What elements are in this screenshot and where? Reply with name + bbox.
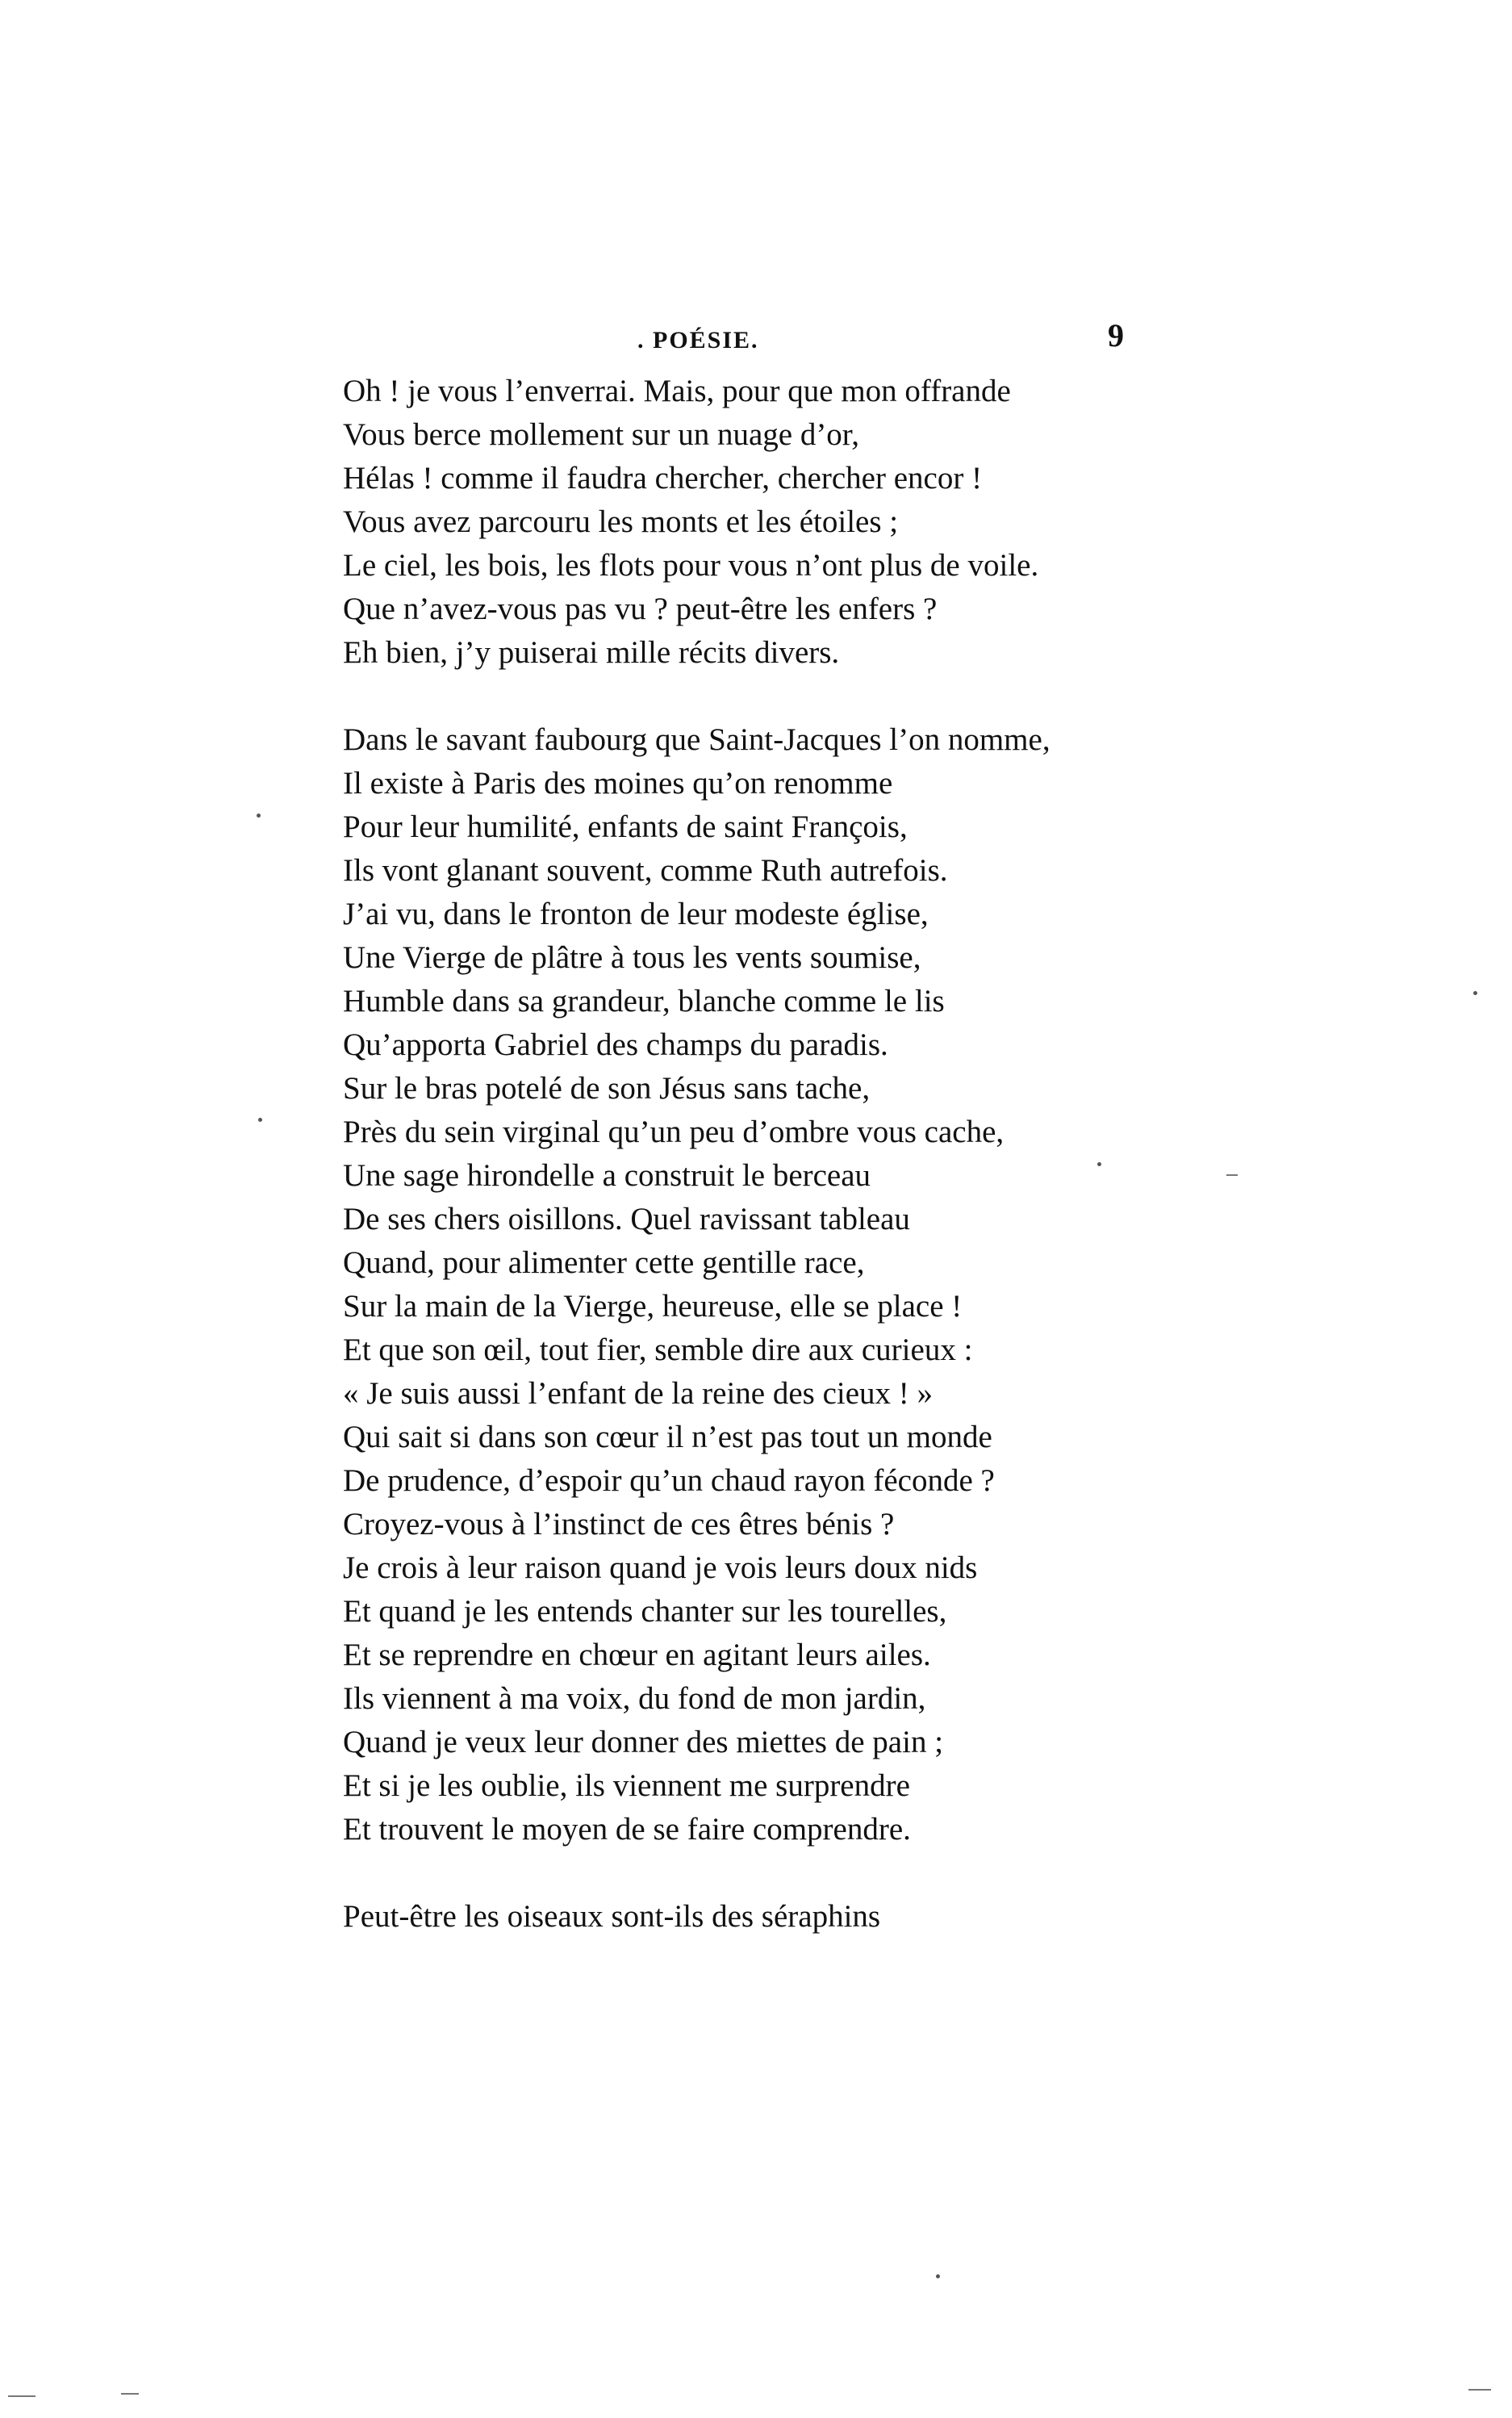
verse-line: Sur la main de la Vierge, heureuse, elle se place !: [343, 1289, 963, 1324]
verse-line: Quand, pour alimenter cette gentille race,: [343, 1245, 865, 1280]
verse-line: J’ai vu, dans le fronton de leur modeste église,: [343, 897, 929, 931]
verse-line: Peut-être les oiseaux sont-ils des séraphins: [343, 1899, 881, 1934]
verse-line: Une Vierge de plâtre à tous les vents soumise,: [343, 940, 921, 975]
verse-line: Une sage hirondelle a construit le berceau: [343, 1158, 871, 1193]
verse-line: Je crois à leur raison quand je vois leurs doux nids: [343, 1550, 978, 1585]
verse-line: Que n’avez-vous pas vu ? peut-être les enfers ?: [343, 592, 938, 626]
verse-line: Et que son œil, tout fier, semble dire aux curieux :: [343, 1332, 973, 1367]
running-head: . POÉSIE.: [637, 327, 759, 353]
verse-line: Vous berce mollement sur un nuage d’or,: [343, 417, 859, 452]
scan-mark: [1226, 1174, 1238, 1176]
verse-line: De ses chers oisillons. Quel ravissant tableau: [343, 1202, 910, 1236]
verse-line: De prudence, d’espoir qu’un chaud rayon féconde ?: [343, 1463, 995, 1498]
verse-line: Vous avez parcouru les monts et les étoiles ;: [343, 504, 899, 539]
verse-line: Qu’apporta Gabriel des champs du paradis.: [343, 1027, 888, 1062]
verse-line: Et quand je les entends chanter sur les tourelles,: [343, 1594, 947, 1629]
verse-line: « Je suis aussi l’enfant de la reine des cieux ! »: [343, 1376, 934, 1411]
verse-line: Hélas ! comme il faudra chercher, chercher encor !: [343, 461, 983, 496]
verse-line: Qui sait si dans son cœur il n’est pas tout un monde: [343, 1420, 992, 1454]
verse-line: Et se reprendre en chœur en agitant leurs ailes.: [343, 1638, 931, 1672]
verse-line: Ils vont glanant souvent, comme Ruth autrefois.: [343, 853, 948, 888]
scan-mark: [121, 2393, 139, 2395]
scan-speck: [1473, 991, 1477, 995]
verse-line: Dans le savant faubourg que Saint-Jacques l’on nomme,: [343, 722, 1050, 757]
verse-line: Sur le bras potelé de son Jésus sans tache,: [343, 1071, 871, 1106]
verse-line: Ils viennent à ma voix, du fond de mon jardin,: [343, 1681, 926, 1716]
verse-line: Et trouvent le moyen de se faire comprendre.: [343, 1812, 911, 1847]
verse-line: Quand je veux leur donner des miettes de pain ;: [343, 1725, 944, 1759]
verse-line: Le ciel, les bois, les flots pour vous n’ont plus de voile.: [343, 548, 1039, 583]
scan-speck: [257, 814, 261, 818]
poem: [343, 370, 1472, 1939]
scan-speck: [936, 2274, 940, 2278]
verse-line: Il existe à Paris des moines qu’on renomme: [343, 766, 893, 801]
scan-mark: [8, 2395, 36, 2397]
verse-line: Pour leur humilité, enfants de saint François,: [343, 809, 908, 844]
scan-speck: [258, 1118, 262, 1122]
verse-line: Eh bien, j’y puiserai mille récits divers.: [343, 635, 840, 670]
stanza-2: [343, 718, 1472, 1851]
verse-line: Croyez-vous à l’instinct de ces êtres bénis ?: [343, 1507, 895, 1542]
verse-line: Humble dans sa grandeur, blanche comme le lis: [343, 984, 945, 1019]
scan-mark: [1468, 2389, 1491, 2391]
verse-line: Près du sein virginal qu’un peu d’ombre vous cache,: [343, 1115, 1005, 1149]
scan-speck: [1097, 1162, 1101, 1166]
stanza-3: [343, 1895, 1472, 1939]
stanza-1: [343, 370, 1472, 675]
verse-line: Oh ! je vous l’enverrai. Mais, pour que mon offrande: [343, 374, 1011, 408]
verse-line: Et si je les oublie, ils viennent me surprendre: [343, 1768, 910, 1803]
page-number: 9: [1108, 317, 1124, 353]
